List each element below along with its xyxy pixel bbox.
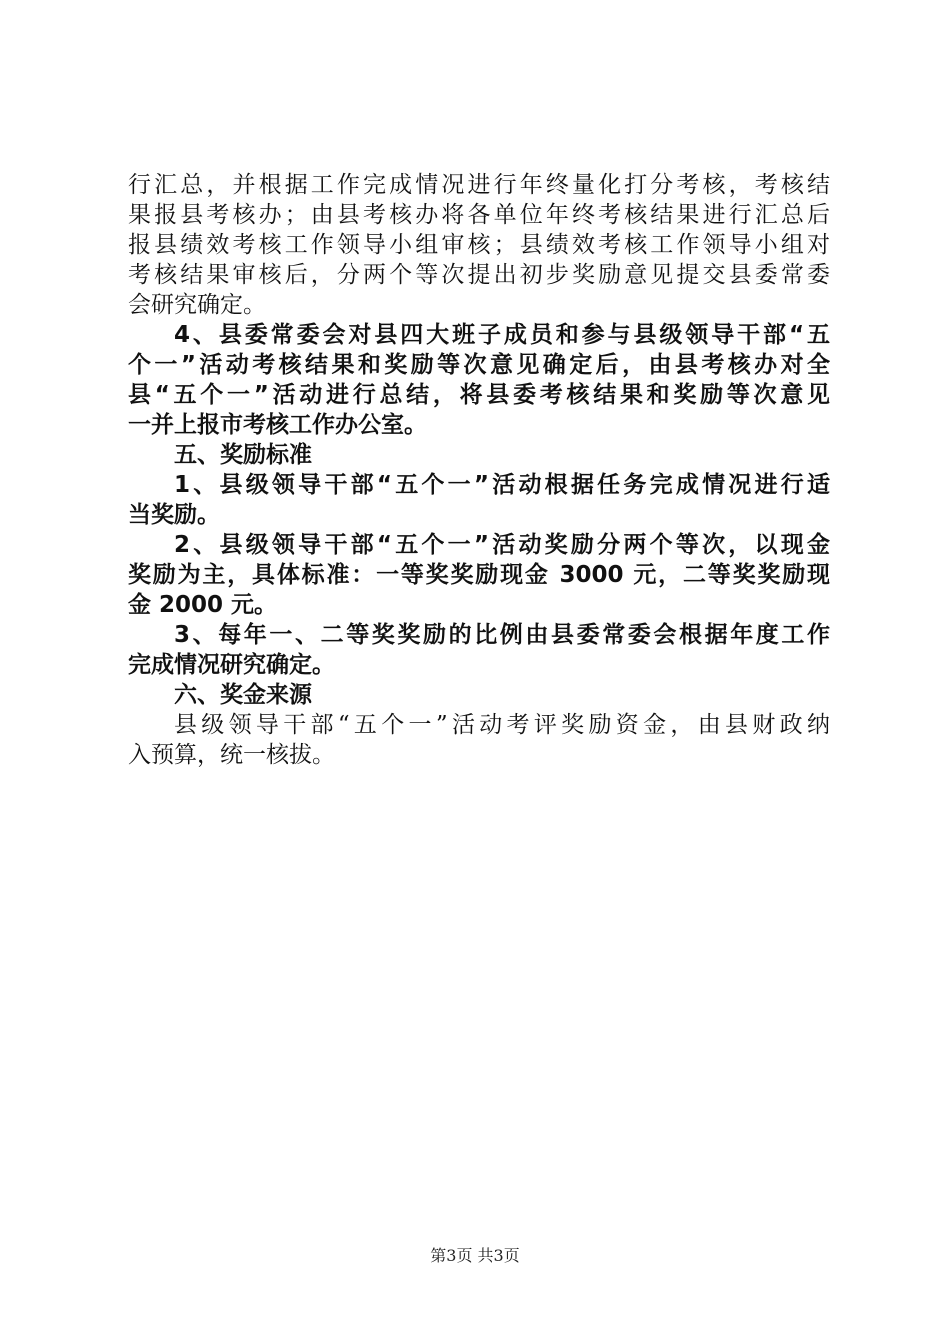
paragraph-line: 当奖励。 <box>128 502 220 528</box>
paragraph-line: 1、县级领导干部“五个一”活动根据任务完成情况进行适 <box>174 472 830 498</box>
paragraph-line: 果报县考核办；由县考核办将各单位年终考核结果进行汇总后 <box>128 202 830 228</box>
paragraph-line: 奖励为主，具体标准：一等奖奖励现金 3000 元，二等奖奖励现 <box>128 562 830 588</box>
page-number: 第3页 共3页 <box>430 1246 520 1265</box>
paragraph-line: 金 2000 元。 <box>128 592 278 618</box>
paragraph-line: 个一”活动考核结果和奖励等次意见确定后，由县考核办对全 <box>128 352 830 378</box>
paragraph-line: 入预算，统一核拔。 <box>128 742 335 768</box>
document-body <box>128 170 830 770</box>
paragraph-line: 完成情况研究确定。 <box>128 652 335 678</box>
paragraph-line: 考核结果审核后，分两个等次提出初步奖励意见提交县委常委 <box>128 262 830 288</box>
paragraph-line: 县级领导干部“五个一”活动考评奖励资金，由县财政纳 <box>174 712 830 738</box>
paragraph-line: 一并上报市考核工作办公室。 <box>128 412 427 438</box>
paragraph-line: 行汇总，并根据工作完成情况进行年终量化打分考核，考核结 <box>128 172 830 198</box>
section-heading: 六、奖金来源 <box>174 682 312 708</box>
paragraph-line: 4、县委常委会对县四大班子成员和参与县级领导干部“五 <box>174 322 830 348</box>
paragraph-line: 会研究确定。 <box>128 292 266 318</box>
paragraph-line: 县“五个一”活动进行总结，将县委考核结果和奖励等次意见 <box>128 382 830 408</box>
section-heading: 五、奖励标准 <box>174 442 312 468</box>
paragraph-line: 2、县级领导干部“五个一”活动奖励分两个等次，以现金 <box>174 532 830 558</box>
paragraph-line: 报县绩效考核工作领导小组审核；县绩效考核工作领导小组对 <box>128 232 830 258</box>
paragraph-line: 3、每年一、二等奖奖励的比例由县委常委会根据年度工作 <box>174 622 830 648</box>
